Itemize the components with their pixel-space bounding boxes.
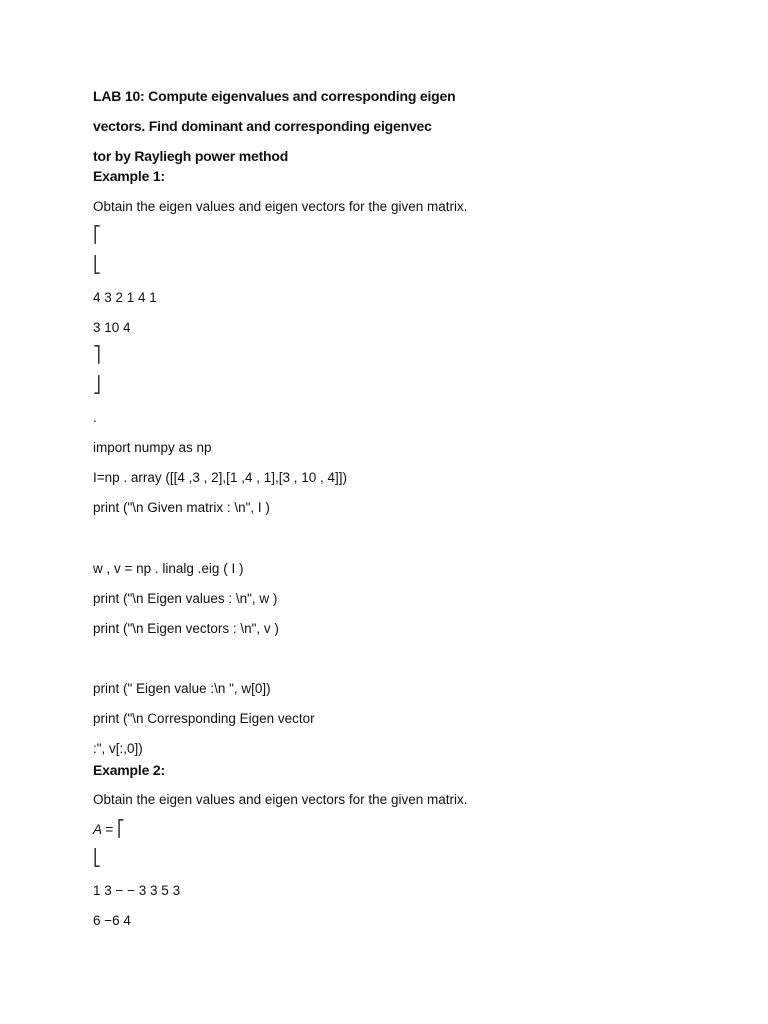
code-line: I=np . array ([[4 ,3 , 2],[1 ,4 , 1],[3 , 10 , 4]]) [93, 470, 348, 485]
code-line: print ("\n Eigen vectors : \n", v ) [93, 621, 279, 636]
example2-bracket-top-left: ⎡ [116, 821, 125, 838]
lab-title-line-3: tor by Rayliegh power method [93, 148, 289, 164]
example2-matrix-label: A = [93, 822, 114, 837]
example2-description: Obtain the eigen values and eigen vectors for the given matrix. [93, 792, 468, 807]
example1-description: Obtain the eigen values and eigen vectors for the given matrix. [93, 199, 468, 214]
example2-heading: Example 2: [93, 762, 165, 778]
code-line: print ("\n Eigen values : \n", w ) [93, 591, 278, 606]
example1-matrix-row-1: 4 3 2 1 4 1 [93, 290, 157, 305]
example1-heading: Example 1: [93, 168, 165, 184]
code-line: :", v[:,0]) [93, 741, 143, 756]
code-line: print ("\n Given matrix : \n", I ) [93, 500, 270, 515]
code-line: w , v = np . linalg .eig ( I ) [93, 561, 244, 576]
example1-bracket-bottom-left: ⎣ [93, 257, 101, 274]
example1-bracket-bottom-right: ⎦ [93, 377, 101, 394]
example2-matrix-row-2: 6 −6 4 [93, 913, 131, 928]
lab-title-line-1: LAB 10: Compute eigenvalues and corresponding eigen [93, 88, 456, 104]
lab-title-line-2: vectors. Find dominant and corresponding eigenvec [93, 118, 432, 134]
example1-bracket-top-right: ⎤ [93, 347, 101, 364]
example2-matrix-row-1: 1 3 − − 3 3 5 3 [93, 883, 181, 898]
example2-matrix-label-line [93, 821, 125, 839]
example1-bracket-top-left: ⎡ [93, 227, 101, 244]
example2-bracket-bottom-left: ⎣ [93, 850, 101, 867]
code-line: print ("\n Corresponding Eigen vector [93, 711, 315, 726]
example1-matrix-row-2: 3 10 4 [93, 320, 131, 335]
example1-period: . [93, 410, 97, 425]
code-line: print (" Eigen value :\n ", w[0]) [93, 681, 271, 696]
code-line: import numpy as np [93, 440, 212, 455]
